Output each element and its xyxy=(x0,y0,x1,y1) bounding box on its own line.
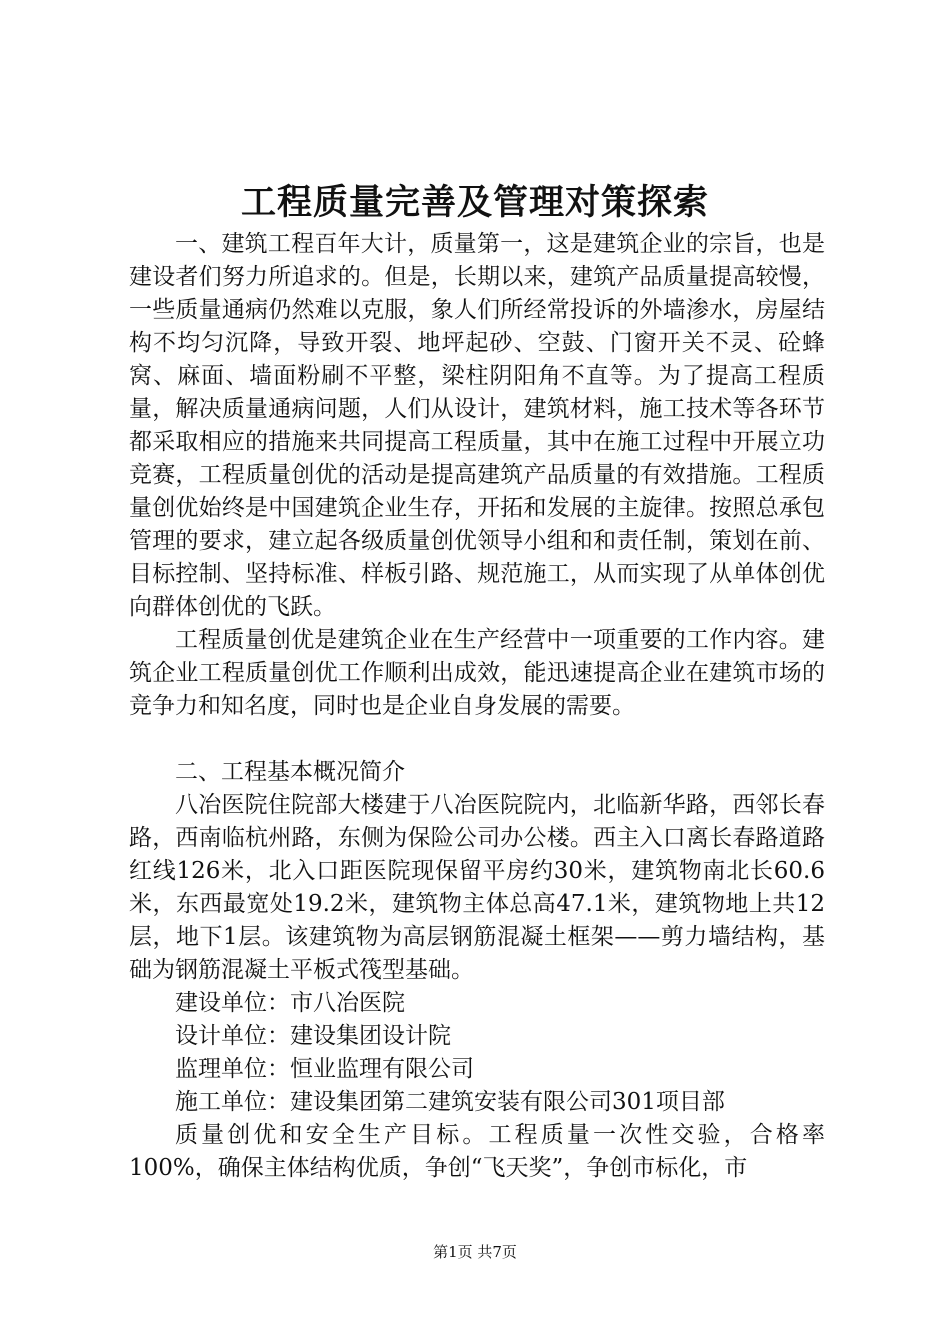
section-heading-project-overview: 二、工程基本概况简介 xyxy=(175,759,405,785)
paragraph-gap xyxy=(129,723,825,756)
paragraph-quality-goals: 质量创优和安全生产目标。工程质量一次性交验，合格率100%，确保主体结构优质，争创“飞天奖”，争创市标化，市 xyxy=(129,1122,825,1181)
page-number-footer: 第1页 共7页 xyxy=(433,1243,517,1261)
paragraph-intro: 一、建筑工程百年大计，质量第一，这是建筑企业的宗旨，也是建设者们努力所追求的。但是，长期以来，建筑产品质量提高较慢，一些质量通病仍然难以克服，象人们所经常投诉的外墙渗水，房屋结构不均匀沉降，导致开裂、地坪起砂、空鼓、门窗开关不灵、砼蜂窝、麻面、墙面粉刷不平整，梁柱阴阳角不直等。为了提高工程质量，解决质量通病问题，人们从设计，建筑材料，施工技术等各环节都采取相应的措施来共同提高工程质量，其中在施工过程中开展立功竞赛，工程质量创优的活动是提高建筑产品质量的有效措施。工程质量创优始终是中国建筑企业生存，开拓和发展的主旋律。按照总承包管理的要求，建立起各级质量创优领导小组和和责任制，策划在前、目标控制、坚持标准、样板引路、规范施工，从而实现了从单体创优向群体创优的飞跃。 xyxy=(129,231,825,620)
design-unit-line: 设计单位：建设集团设计院 xyxy=(175,1023,451,1049)
supervision-unit-line: 监理单位：恒业监理有限公司 xyxy=(175,1056,474,1082)
document-title: 工程质量完善及管理对策探索 xyxy=(240,182,709,223)
contractor-unit-line: 施工单位：建设集团第二建筑安装有限公司301项目部 xyxy=(175,1089,725,1115)
construction-owner-line: 建设单位：市八冶医院 xyxy=(175,990,405,1016)
paragraph-quality-importance: 工程质量创优是建筑企业在生产经营中一项重要的工作内容。建筑企业工程质量创优工作顺利出成效，能迅速提高企业在建筑市场的竞争力和知名度，同时也是企业自身发展的需要。 xyxy=(129,627,825,719)
document-body xyxy=(129,228,825,1185)
paragraph-project-description: 八冶医院住院部大楼建于八冶医院院内，北临新华路，西邻长春路，西南临杭州路，东侧为保险公司办公楼。西主入口离长春路道路红线126米，北入口距医院现保留平房约30米，建筑物南北长60.6米，东西最宽处19.2米，建筑物主体总高47.1米，建筑物地上共12层，地下1层。该建筑物为高层钢筋混凝土框架——剪力墙结构，基础为钢筋混凝土平板式筏型基础。 xyxy=(129,792,825,983)
